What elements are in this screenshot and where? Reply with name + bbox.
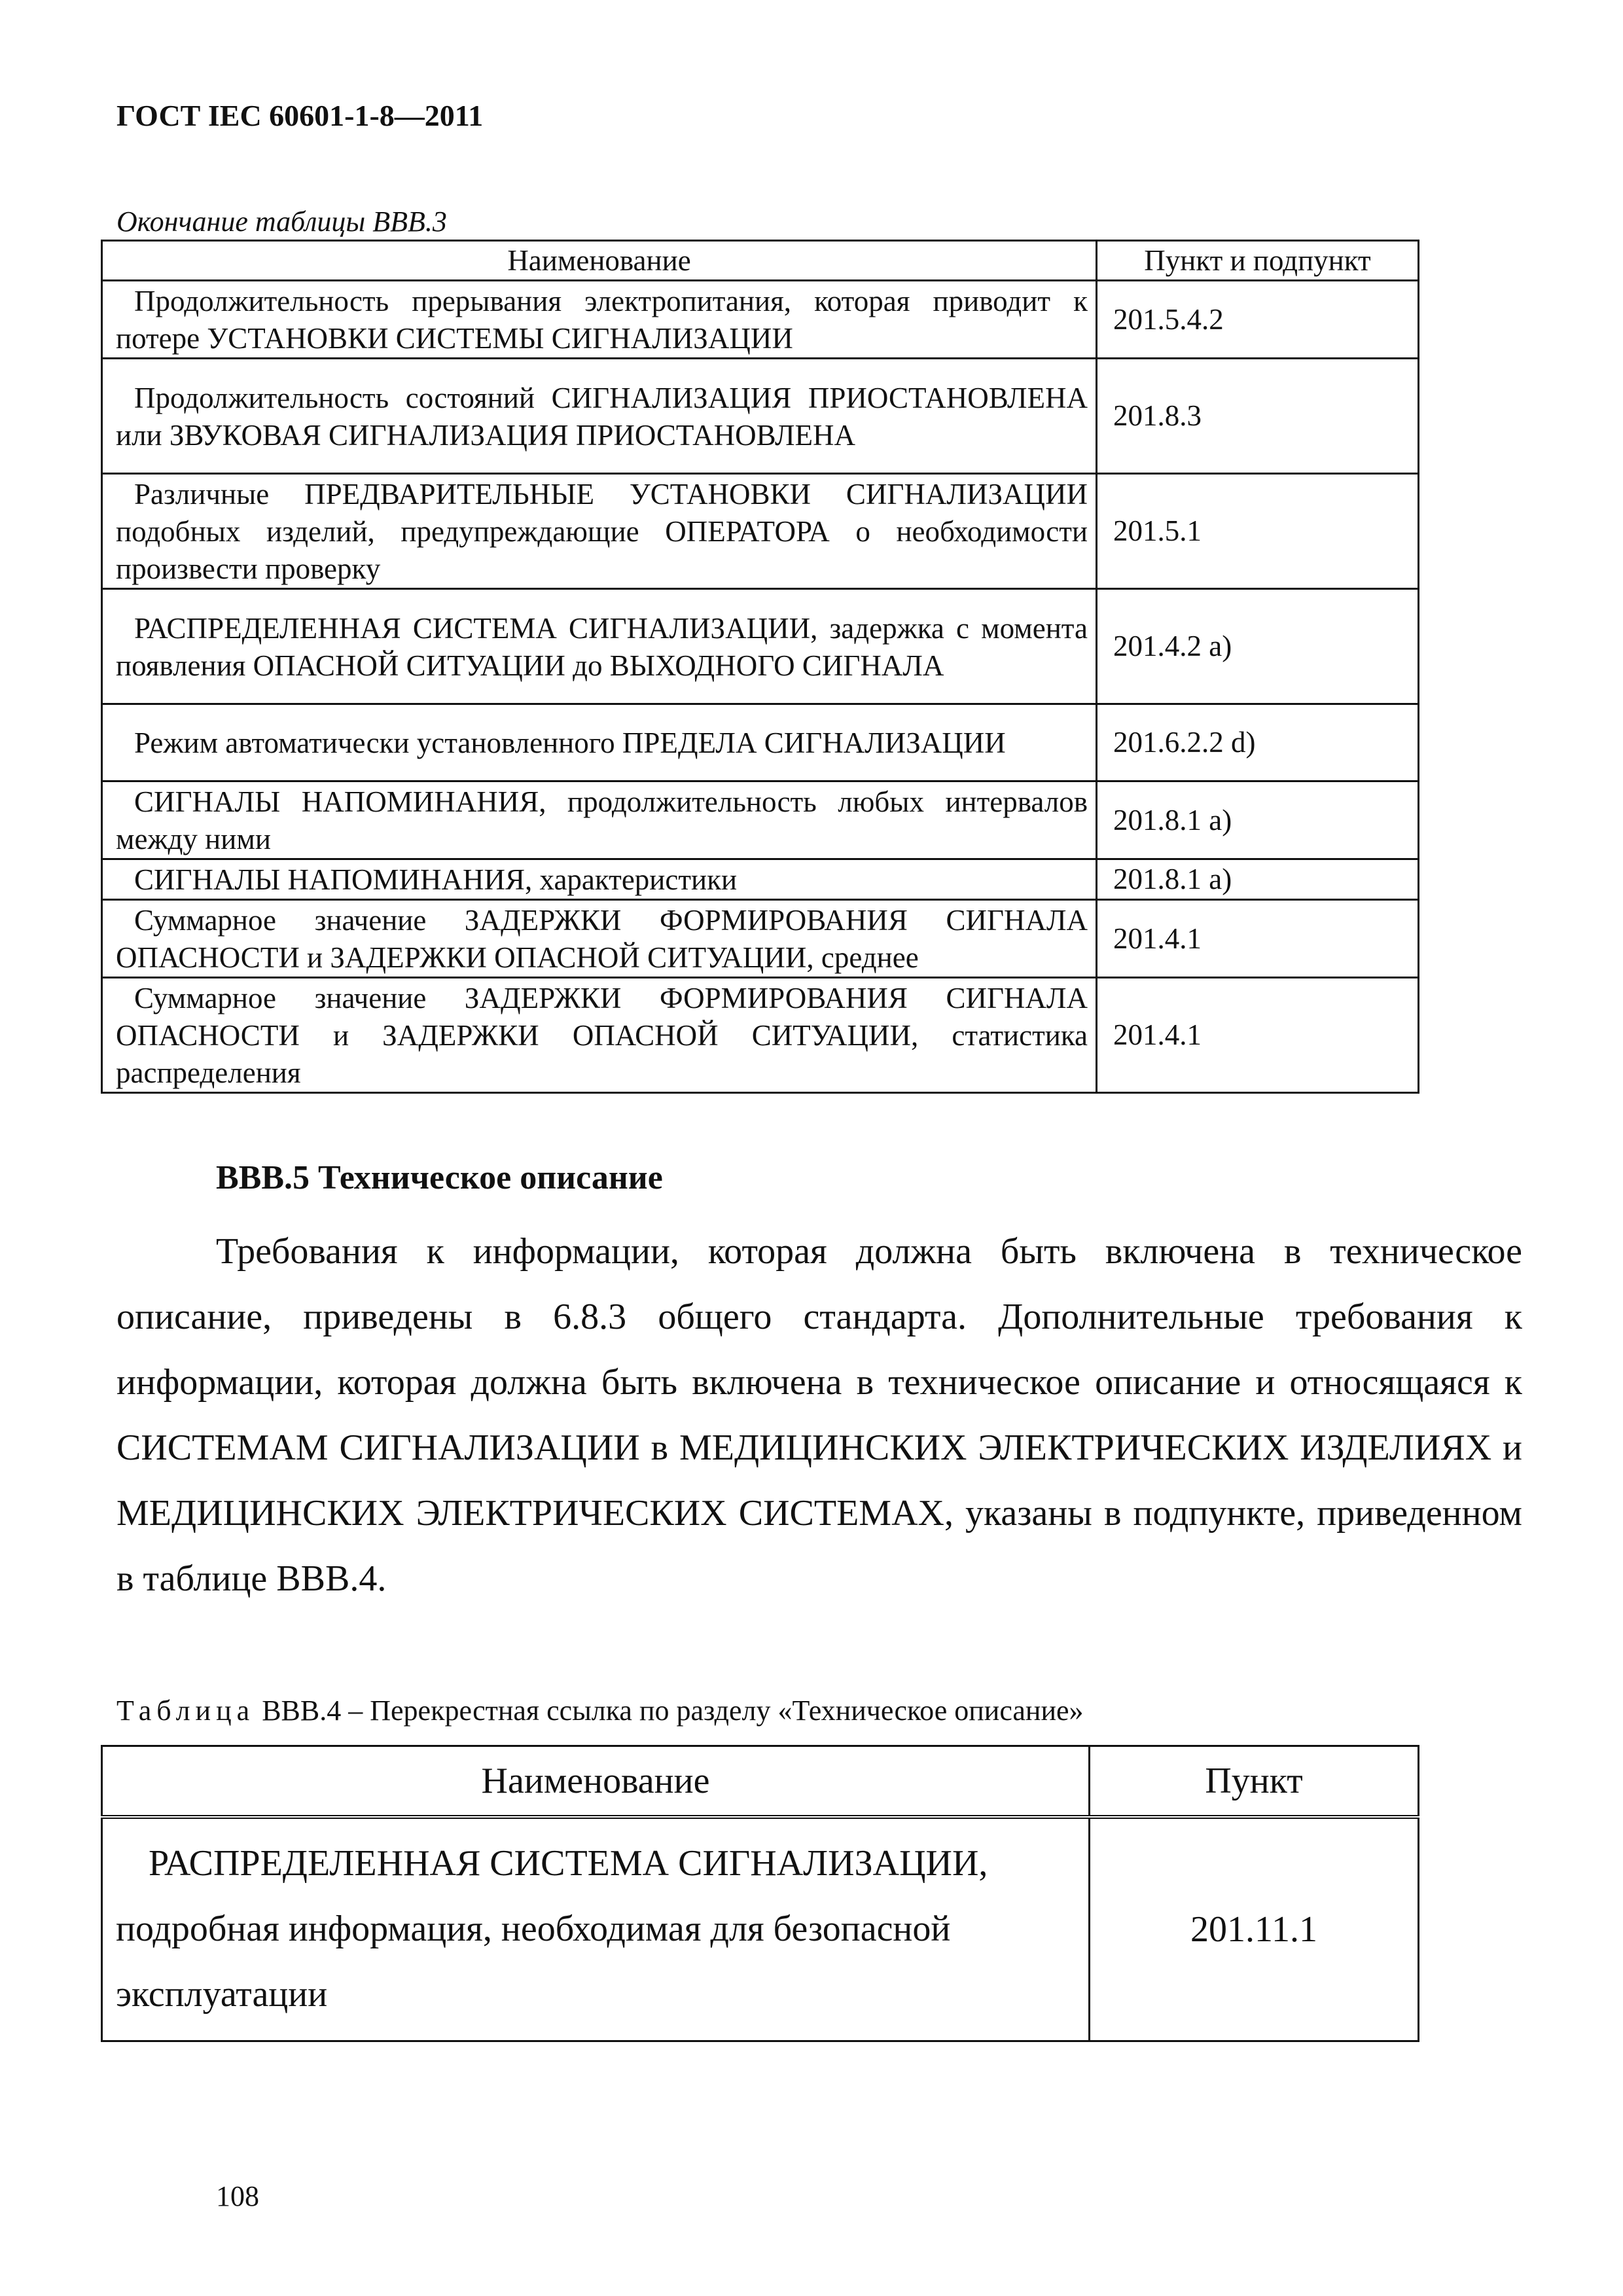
page-number: 108 <box>216 2180 259 2212</box>
table-cell-name: Различные ПРЕДВАРИТЕЛЬНЫЕ УСТАНОВКИ СИГНАЛИЗАЦИИ подобных изделий, предупреждающие ОПЕРАТОРА о необходимости произвести проверку <box>102 474 1097 589</box>
table-cell-ref: 201.4.1 <box>1097 978 1419 1093</box>
section-title: ВВВ.5 Техническое описание <box>216 1159 663 1196</box>
table1-header-row <box>102 241 1419 281</box>
table-cell-name: СИГНАЛЫ НАПОМИНАНИЯ, характеристики <box>102 859 1097 900</box>
table-cell-ref: 201.11.1 <box>1090 1817 1419 2041</box>
table-row <box>102 859 1419 900</box>
table-cell-name: Суммарное значение ЗАДЕРЖКИ ФОРМИРОВАНИЯ СИГНАЛА ОПАСНОСТИ и ЗАДЕРЖКИ ОПАСНОЙ СИТУАЦИИ, статистика распределения <box>102 978 1097 1093</box>
table-cell-ref: 201.8.1 а) <box>1097 781 1419 859</box>
table-cell-ref: 201.5.4.2 <box>1097 281 1419 359</box>
table2-col-name: Наименование <box>102 1746 1090 1818</box>
table-row <box>102 978 1419 1093</box>
table2-caption <box>116 1694 1084 1727</box>
table2-col-ref: Пункт <box>1090 1746 1419 1818</box>
table2 <box>101 1745 1419 2042</box>
table2-caption-word: Таблица <box>116 1695 255 1727</box>
table-cell-ref: 201.5.1 <box>1097 474 1419 589</box>
table-row <box>102 359 1419 474</box>
table2-caption-text: ВВВ.4 – Перекрестная ссылка по разделу «Техническое описание» <box>262 1695 1084 1727</box>
table-cell-name: Продолжительность состояний СИГНАЛИЗАЦИЯ ПРИОСТАНОВЛЕНА или ЗВУКОВАЯ СИГНАЛИЗАЦИЯ ПРИОСТАНОВЛЕНА <box>102 359 1097 474</box>
table-cell-name: Суммарное значение ЗАДЕРЖКИ ФОРМИРОВАНИЯ СИГНАЛА ОПАСНОСТИ и ЗАДЕРЖКИ ОПАСНОЙ СИТУАЦИИ, среднее <box>102 900 1097 978</box>
table-cell-name: РАСПРЕДЕЛЕННАЯ СИСТЕМА СИГНАЛИЗАЦИИ, задержка с момента появления ОПАСНОЙ СИТУАЦИИ до ВЫХОДНОГО СИГНАЛА <box>102 589 1097 704</box>
table-row <box>102 589 1419 704</box>
table-cell-name: СИГНАЛЫ НАПОМИНАНИЯ, продолжительность любых интервалов между ними <box>102 781 1097 859</box>
table-cell-ref: 201.8.1 а) <box>1097 859 1419 900</box>
table-cell-ref: 201.4.2 а) <box>1097 589 1419 704</box>
section-paragraph: Требования к информации, которая должна быть включена в техническое описание, приведены в 6.8.3 общего стандарта. Дополнительные требования к информации, которая должна быть включена в техническое описание и относящаяся к СИСТЕМАМ СИГНАЛИЗАЦИИ в МЕДИЦИНСКИХ ЭЛЕКТРИЧЕСКИХ ИЗДЕЛИЯХ и МЕДИЦИНСКИХ ЭЛЕКТРИЧЕСКИХ СИСТЕМАХ, указаны в подпункте, приведенном в таблице ВВВ.4. <box>116 1231 1522 1599</box>
table-row <box>102 474 1419 589</box>
table-row <box>102 1817 1419 2041</box>
table1-caption: Окончание таблицы ВВВ.3 <box>116 206 447 238</box>
table-cell-ref: 201.4.1 <box>1097 900 1419 978</box>
table-cell-name: РАСПРЕДЕЛЕННАЯ СИСТЕМА СИГНАЛИЗАЦИИ, подробная информация, необходимая для безопасной эксплуатации <box>102 1817 1090 2041</box>
table1 <box>101 240 1419 1094</box>
document-header: ГОСТ IEC 60601-1-8—2011 <box>116 99 484 132</box>
table-row <box>102 281 1419 359</box>
table1-col-ref: Пункт и подпункт <box>1097 241 1419 281</box>
table-cell-ref: 201.6.2.2 d) <box>1097 704 1419 781</box>
table-row <box>102 900 1419 978</box>
table-cell-ref: 201.8.3 <box>1097 359 1419 474</box>
table2-header-row <box>102 1746 1419 1818</box>
table1-col-name: Наименование <box>102 241 1097 281</box>
table-row <box>102 781 1419 859</box>
table-cell-name: Режим автоматически установленного ПРЕДЕЛА СИГНАЛИЗАЦИИ <box>102 704 1097 781</box>
table-row <box>102 704 1419 781</box>
table-cell-name: Продолжительность прерывания электропитания, которая приводит к потере УСТАНОВКИ СИСТЕМЫ СИГНАЛИЗАЦИИ <box>102 281 1097 359</box>
